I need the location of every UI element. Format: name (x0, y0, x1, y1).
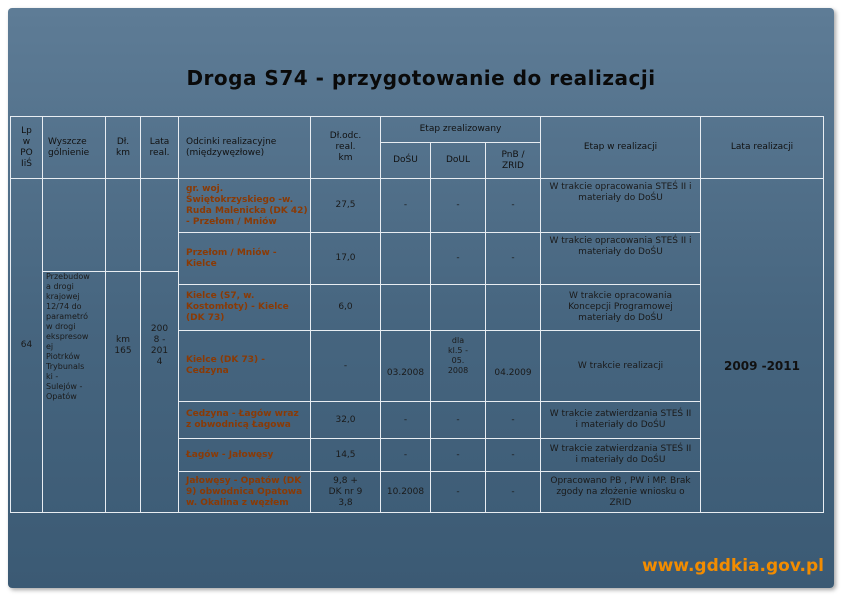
row-1-doul: - (456, 200, 460, 210)
row-7-doul: - (456, 486, 460, 497)
header-etap-w-realizacji: Etap w realizacji (583, 142, 658, 152)
lata-real-value: 200 8 - 201 4 (150, 323, 169, 367)
row-4-dlodc: - (343, 360, 348, 371)
row-6-dosu: - (403, 449, 408, 460)
header-wyszczegolnienie: Wyszcze gólnienie (48, 136, 90, 158)
row-7-odcinek: Jałowęsy - Opatów (DK 9) obwodnica Opatowa w. Okalina z węzłem (186, 475, 303, 508)
row-5-pnb: - (511, 414, 515, 425)
row-4-doul: dla kl.5 - 05. 2008 (447, 336, 469, 375)
row-7-dosu: 10.2008 (386, 486, 425, 497)
header-pnb: PnB / ZRID (501, 149, 525, 171)
header-lp: Lp w PO IiŚ (20, 125, 33, 169)
row-3-odcinek: Kielce (S7, w. Kostomłoty) - Kielce (DK 73) (186, 291, 289, 323)
header-etap-zrealizowany: Etap zrealizowany (419, 124, 502, 134)
wyszczegolnienie-value: Przebudow a drogi krajowej 12/74 do parametró w drogi ekspresow ej Piotrków Trybunals ki - Sulejów - Opatów (46, 272, 90, 401)
row-6-dlodc: 14,5 (335, 449, 356, 460)
header-odcinki: Odcinki realizacyjne (międzywęzłowe) (186, 136, 277, 158)
header-dosu: DoŚU (393, 155, 418, 165)
row-7-etap: Opracowano PB , PW i MP. Brak zgody na złożenie wniosku o ZRID (550, 475, 691, 508)
row-7-pnb: - (511, 486, 515, 497)
row-4-dosu: 03.2008 (386, 367, 425, 378)
header-lata-realizacji: Lata realizacji (730, 142, 794, 152)
row-1-dosu: - (403, 200, 408, 210)
row-6-doul: - (456, 449, 460, 460)
row-4-etap: W trakcie realizacji (577, 360, 664, 371)
header-doul: DoUL (445, 155, 471, 165)
lata-realizacji-value: 2009 -2011 (724, 358, 800, 373)
row-1-odcinek: gr. woj. Świętokrzyskiego -w. Ruda Malenicka (DK 42) - Przełom / Mniów (186, 183, 308, 227)
row-2-odcinek: Przełom / Mniów - Kielce (186, 247, 277, 269)
row-5-etap: W trakcie zatwierdzania STEŚ II i materiały do DoŚU (549, 409, 692, 430)
header-lata-real: Lata real. (149, 136, 170, 158)
row-5-odcinek: Cedzyna - Łagów wraz z obwodnicą Łagowa (186, 409, 299, 430)
lp-value: 64 (20, 340, 33, 350)
row-2-dlodc: 17,0 (335, 253, 356, 263)
header-dl: Dł. km (116, 136, 130, 158)
row-6-pnb: - (511, 449, 515, 460)
page-title: Droga S74 - przygotowanie do realizacji (186, 66, 656, 90)
row-5-dosu: - (403, 414, 408, 425)
row-3-etap: W trakcie opracowania Koncepcji Programowej materiały do DoŚU (568, 291, 673, 323)
row-2-pnb: - (511, 253, 515, 263)
dl-value: km 165 (114, 334, 132, 356)
row-2-dosu (381, 233, 430, 284)
row-1-dlodc: 27,5 (335, 200, 356, 210)
row-7-dlodc: 9,8 + DK nr 9 3,8 (328, 475, 363, 508)
row-1-pnb: - (511, 200, 515, 210)
row-2-doul: - (456, 253, 460, 263)
header-dlodc: Dł.odc. real. km (329, 131, 362, 163)
row-6-etap: W trakcie zatwierdzania STEŚ II i materiały do DoŚU (549, 444, 692, 465)
footer-url[interactable]: www.gddkia.gov.pl (641, 556, 824, 576)
row-4-pnb: 04.2009 (494, 367, 532, 378)
row-6-odcinek: Łagów - Jałowęsy (186, 449, 274, 460)
row-1-etap: W trakcie opracowania STEŚ II i materiały do DoŚU (549, 182, 692, 203)
row-5-dlodc: 32,0 (335, 414, 356, 425)
row-2-etap: W trakcie opracowania STEŚ II i materiały do DoŚU (549, 236, 692, 257)
row-3-dlodc: 6,0 (338, 302, 353, 312)
row-5-doul: - (456, 414, 460, 425)
row-4-odcinek: Kielce (DK 73) - Cedzyna (186, 355, 266, 376)
